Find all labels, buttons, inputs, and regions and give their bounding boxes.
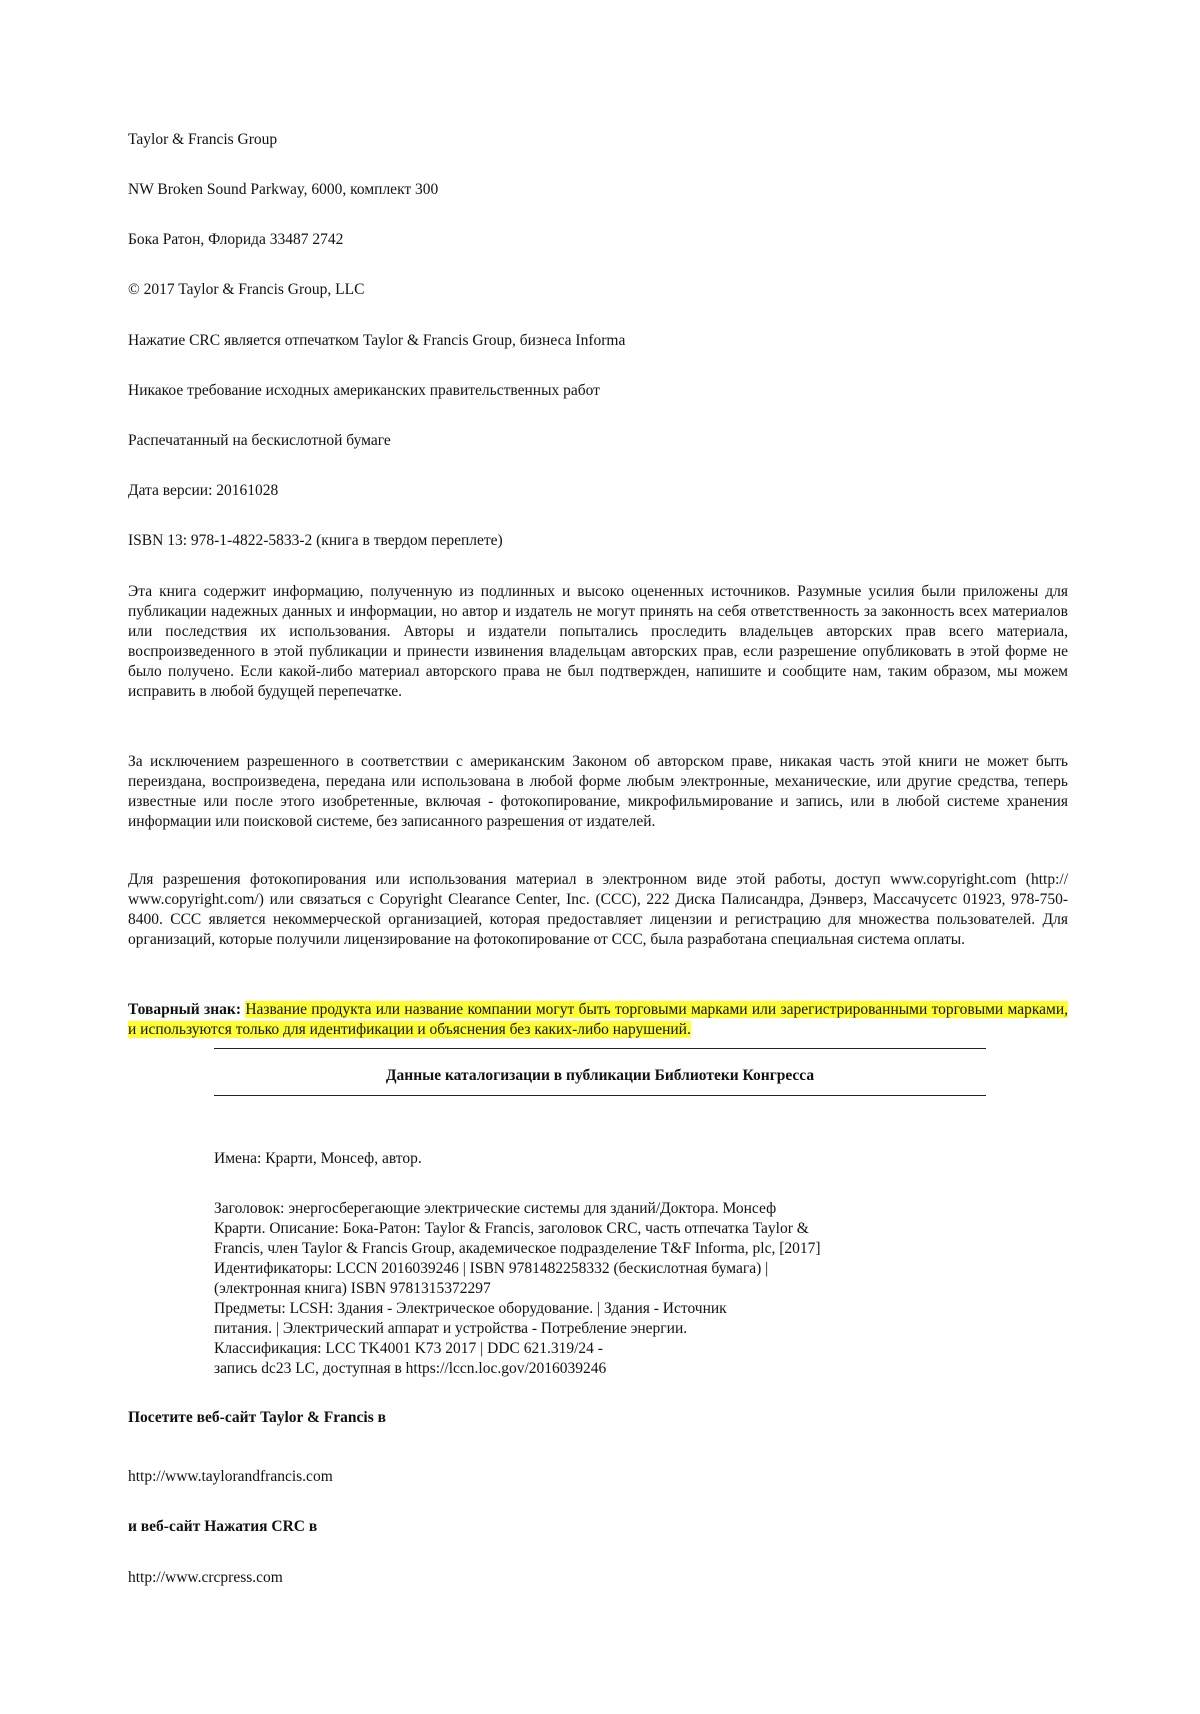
cip-top-rule — [214, 1048, 986, 1049]
acid-free-notice: Распечатанный на бескислотной бумаге — [128, 432, 391, 449]
cip-detail-line: Francis, член Taylor & Francis Group, академическое подразделение T&F Informa, plc, [2017] — [214, 1240, 821, 1257]
tf-website-label: Посетите веб-сайт Taylor & Francis в — [128, 1409, 386, 1426]
reproduction-paragraph: За исключением разрешенного в соответствии с американским Законом об авторском праве, никакая часть этой книги не может быть переиздана, воспроизведена, передана или использована в любой форме любым электронные, механические, или другие средства, теперь известные или после этого изобретенные, включая - фотокопирование, микрофильмирование и запись, или в любой системе хранения информации или поисковой системе, без записанного разрешения от издателей. — [128, 753, 1068, 830]
trademark-paragraph — [128, 1000, 1068, 1040]
crc-website-label: и веб-сайт Нажатия CRC в — [128, 1518, 318, 1535]
cip-detail-line: (электронная книга) ISBN 9781315372297 — [214, 1280, 491, 1297]
cip-bottom-rule — [214, 1095, 986, 1096]
cip-title: Данные каталогизации в публикации Библиотеки Конгресса — [385, 1067, 815, 1084]
government-works-notice: Никакое требование исходных американских правительственных работ — [128, 382, 600, 399]
cip-detail-line: Классификация: LCC TK4001 K73 2017 | DDC 621.319/24 - — [214, 1340, 603, 1357]
version-date: Дата версии: 20161028 — [128, 482, 279, 499]
tf-website-url[interactable]: http://www.taylorandfrancis.com — [128, 1468, 333, 1485]
trademark-label: Товарный знак: — [128, 1001, 242, 1018]
cip-detail-line: Заголовок: энергосберегающие электрические системы для зданий/Доктора. Монсеф — [214, 1200, 777, 1217]
disclaimer-paragraph: Эта книга содержит информацию, полученную из подлинных и высоко оцененных источников. Разумные усилия были приложены для публикации надежных данных и информации, но автор и издатель не могут принять на себя ответственность за законность всех материалов или последствия их использования. Авторы и издатели попытались проследить владельцев авторских прав всего материала, воспроизведенного в этой публикации и принести извинения владельцам авторских прав, если разрешение опубликовать в этой форме не было получено. Если какой-либо материал авторского права не был подтвержден, напишите и сообщите нам, таким образом, мы можем исправить в любой будущей перепечатке. — [128, 583, 1068, 700]
cip-detail-line: Идентификаторы: LCCN 2016039246 | ISBN 9781482258332 (бескислотная бумага) | — [214, 1260, 769, 1277]
trademark-text: Название продукта или название компании могут быть торговыми марками или зарегистрированными торговыми марками, и используются только для идентификации и объяснения без каких-либо нарушений. — [128, 1001, 1069, 1038]
imprint-notice: Нажатие CRC является отпечатком Taylor & Francis Group, бизнеса Informa — [128, 332, 626, 349]
crc-website-url[interactable]: http://www.crcpress.com — [128, 1569, 283, 1586]
publisher-name: Taylor & Francis Group — [128, 131, 278, 148]
publisher-address: NW Broken Sound Parkway, 6000, комплект 300 — [128, 181, 439, 198]
publisher-city: Бока Ратон, Флорида 33487 2742 — [128, 231, 344, 248]
copyright-notice: © 2017 Taylor & Francis Group, LLC — [128, 281, 365, 298]
isbn: ISBN 13: 978-1-4822-5833-2 (книга в твердом переплете) — [128, 532, 503, 549]
cip-names: Имена: Крарти, Монсеф, автор. — [214, 1150, 422, 1167]
cip-detail-line: Крарти. Описание: Бока-Ратон: Taylor & Francis, заголовок CRC, часть отпечатка Taylor & — [214, 1220, 809, 1237]
permissions-paragraph: Для разрешения фотокопирования или использования материал в электронном виде этой работы, доступ www.copyright.com (http:// www.copyright.com/) или связаться с Copyright Clearance Center, Inc. (CCC), 222 Диска Палисандра, Дэнверз, Массачусетс 01923, 978-750-8400. CCC является некоммерческой организацией, которая предоставляет лицензии и регистрацию для множества пользователей. Для организаций, которые получили лицензирование на фотокопирование от CCC, была разработана специальная система оплаты. — [128, 871, 1068, 948]
cip-details — [214, 1199, 934, 1379]
cip-detail-line: запись dc23 LC, доступная в https://lccn.loc.gov/2016039246 — [214, 1360, 607, 1377]
cip-detail-line: Предметы: LCSH: Здания - Электрическое оборудование. | Здания - Источник — [214, 1300, 727, 1317]
cip-detail-line: питания. | Электрический аппарат и устройства - Потребление энергии. — [214, 1320, 688, 1337]
